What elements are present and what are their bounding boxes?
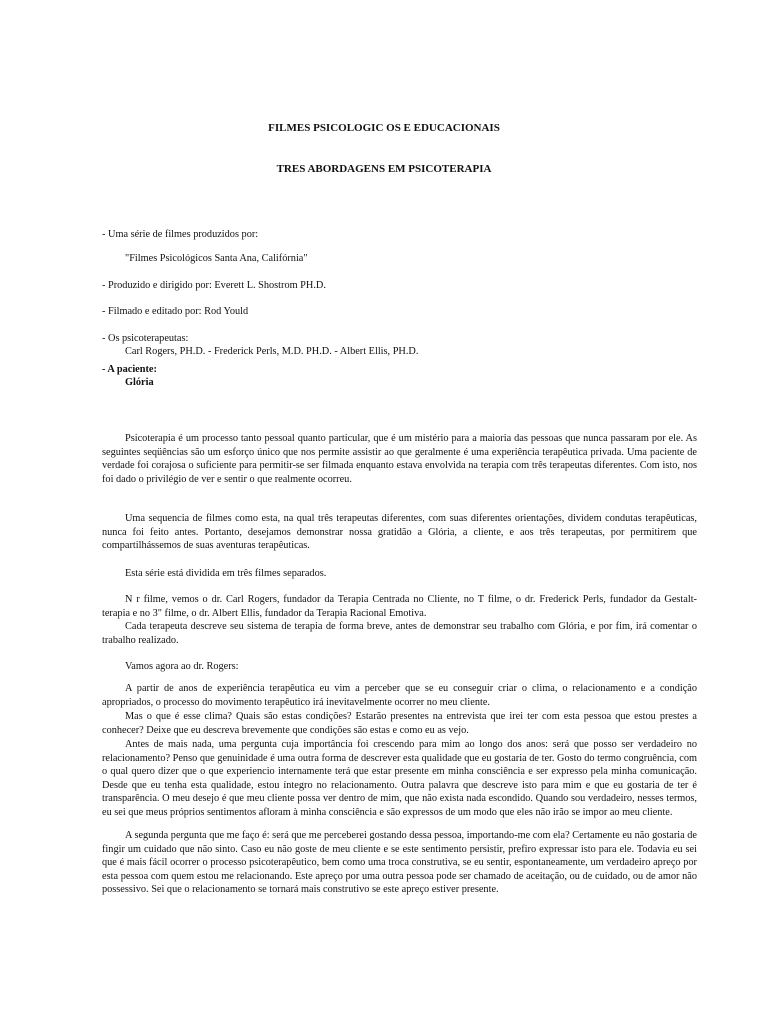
paragraph-5: Cada terapeuta descreve seu sistema de terapia de forma breve, antes de demonstrar seu trabalho com Glória, e por fim, irá comentar o trabalho realizado. bbox=[102, 621, 697, 646]
paragraph-3: Esta série está dividida em três filmes separados. bbox=[125, 568, 327, 579]
paragraph-9: Antes de mais nada, uma pergunta cuja importância foi crescendo para mim ao longo dos anos: será que posso ser verdadeiro no relacionamento? Penso que genuinidade é uma outra forma de descrever esta qualidade que eu gostaria de ter. Gosto do termo congruência, com o qual quero dizer que o que experiencio internamente terá que estar presente em minha consciência e ser expresso pela minha comunicação. Desde que eu tenha esta qualidade, estou íntegro no relacionamento. Outra palavra que descreve isto para mim e que eu gostaria de ter é transparência. O meu desejo é que meu cliente possa ver dentro de mim, que não exista nada escondido. Quando sou verdadeiro, nesses termos, eu sei que meus próprios sentimentos afloram à minha consciência e são expressos de um modo que eles não irão se impor ao meu cliente. bbox=[102, 739, 697, 818]
document-title: FILMES PSICOLOGIC OS E EDUCACIONAIS bbox=[268, 122, 500, 134]
list-item-paciente: - A paciente: bbox=[102, 364, 157, 375]
paragraph-6: Vamos agora ao dr. Rogers: bbox=[125, 661, 239, 672]
paragraph-8: Mas o que é esse clima? Quais são estas condições? Estarão presentes na entrevista que irei ter com esta pessoa que estou prestes a conhecer? Deixe que eu descreva brevemente que condições são estas e como eu as vejo. bbox=[102, 711, 697, 736]
document-subtitle: TRES ABORDAGENS EM PSICOTERAPIA bbox=[276, 163, 492, 175]
list-item-psicoterapeutas: - Os psicoterapeutas: bbox=[102, 333, 189, 344]
list-item-filmado: - Filmado e editado por: Rod Yould bbox=[102, 306, 249, 317]
paragraph-7: A partir de anos de experiência terapêutica eu vim a perceber que se eu conseguir criar o clima, o relacionamento e a condição apropriados, o processo do movimento terapêutico irá inevitavelmente ocorrer no meu cliente. bbox=[102, 683, 697, 708]
list-item-psicoterapeutas-sub: Carl Rogers, PH.D. - Frederick Perls, M.D. PH.D. - Albert Ellis, PH.D. bbox=[125, 346, 419, 357]
paragraph-10: A segunda pergunta que me faço é: será que me perceberei gostando dessa pessoa, importando-me com ela? Certamente eu não gostaria de fingir um cuidado que não sinto. Caso eu não goste de meu cliente e se este sentimento persistir, prefiro expressar isto para ele. Todavia eu sei que é mais fácil ocorrer o processo psicoterapêutico, bem como uma troca construtiva, se eu sentir, espontaneamente, um verdadeiro apreço por esta pessoa com quem estou me relacionando. Este apreço por uma outra pessoa pode ser chamado de aceitação, ou de cuidado, ou de amor não possessivo. Sei que o relacionamento se tornará mais construtivo se este apreço estiver presente. bbox=[102, 830, 697, 896]
paragraph-1: Psicoterapia é um processo tanto pessoal quanto particular, que é um mistério para a maioria das pessoas que nunca passaram por ele. As seguintes seqüências são um esforço único que nos permite assistir ao que geralmente é uma experiência terapêutica privada. Uma paciente de verdade foi corajosa o suficiente para permitir-se ser filmada enquanto estava envolvida na terapia com três terapeutas diferentes. Com isto, nos foi dado o privilégio de ver e sentir o que realmente ocorreu. bbox=[102, 433, 697, 485]
paragraph-2: Uma sequencia de filmes como esta, na qual três terapeutas diferentes, com suas diferentes orientações, dividem condutas terapêuticas, nunca foi feito antes. Portanto, desejamos demonstrar nossa gratidão a Glória, a cliente, e aos três terapeutas, por permitirem que compartilhássemos de suas aventuras terapêuticas. bbox=[102, 513, 697, 552]
list-item-serie-sub: "Filmes Psicológicos Santa Ana, Califórnia" bbox=[125, 253, 308, 264]
list-item-serie: - Uma série de filmes produzidos por: bbox=[102, 229, 259, 240]
list-item-paciente-sub: Glória bbox=[125, 377, 154, 388]
list-item-produzido: - Produzido e dirigido por: Everett L. Shostrom PH.D. bbox=[102, 280, 326, 291]
paragraph-4: N r filme, vemos o dr. Carl Rogers, fundador da Terapia Centrada no Cliente, no T filme, o dr. Frederick Perls, fundador da Gestalt- terapia e no 3" filme, o dr. Albert Ellis, fundador da Terapia Racional Emotiva. bbox=[102, 594, 697, 619]
